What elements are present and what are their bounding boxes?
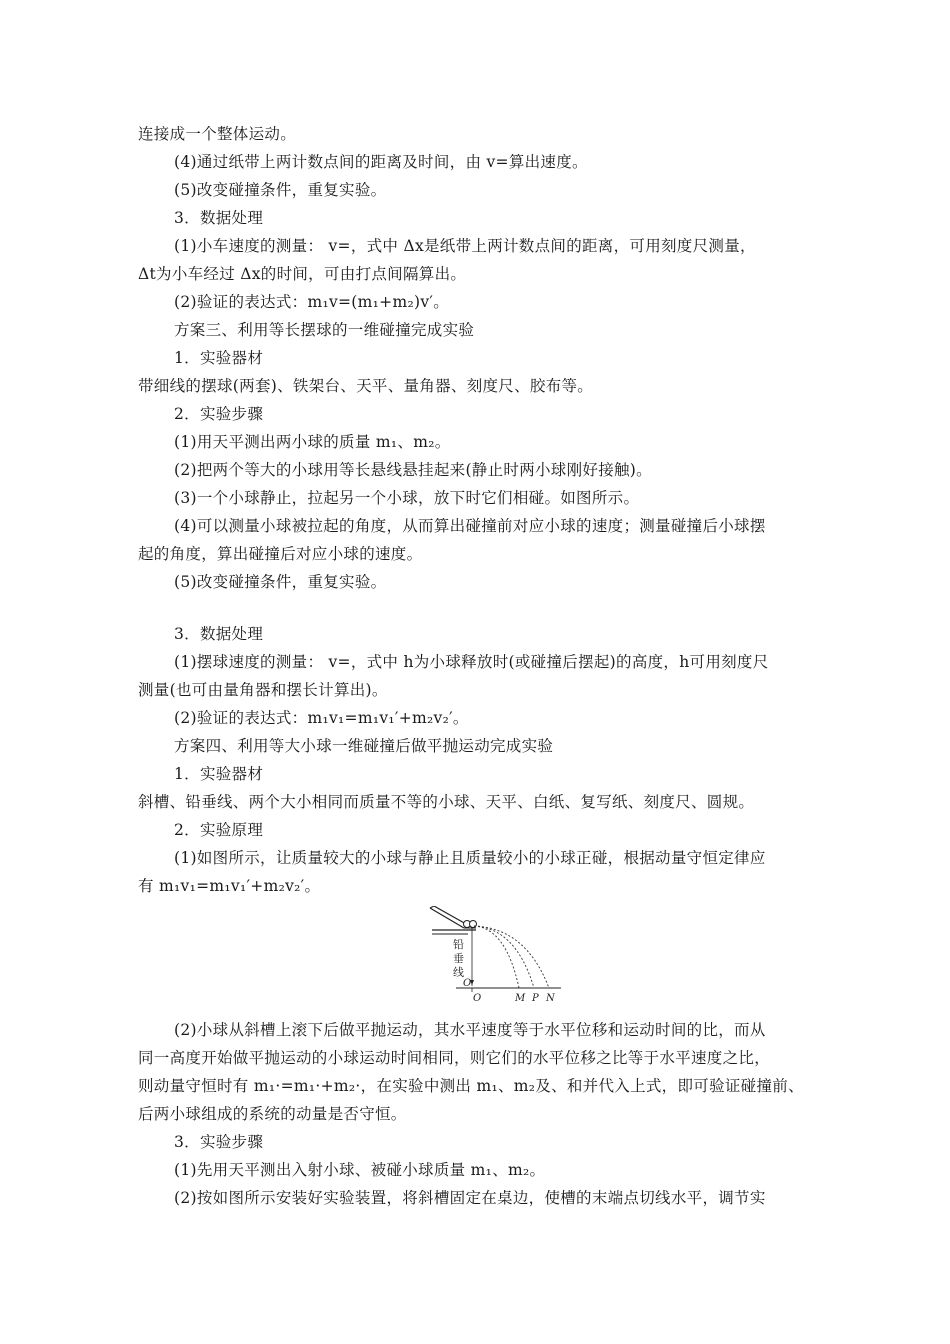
text-line: (1)用天平测出两小球的质量 m₁、m₂。: [174, 433, 451, 451]
text-line: (4)可以测量小球被拉起的角度，从而算出碰撞前对应小球的速度；测量碰撞后小球摆: [174, 517, 766, 535]
point-o-upper-label: O: [463, 978, 472, 989]
section-heading: 方案三、利用等长摆球的一维碰撞完成实验: [174, 321, 475, 339]
text-line: 斜槽、铅垂线、两个大小相同而质量不等的小球、天平、白纸、复写纸、刻度尺、圆规。: [138, 793, 755, 811]
section-heading: 3．数据处理: [174, 625, 264, 643]
text-line: 起的角度，算出碰撞后对应小球的速度。: [138, 545, 423, 563]
text-line: (1)先用天平测出入射小球、被碰小球质量 m₁、m₂。: [174, 1161, 546, 1179]
text-line: (2)验证的表达式：m₁v=(m₁+m₂)v′。: [174, 293, 449, 311]
section-heading: 3．实验步骤: [174, 1133, 264, 1151]
text-line: Δt为小车经过 Δx的时间，可由打点间隔算出。: [138, 265, 467, 283]
projectile-collision-figure: [428, 906, 563, 1002]
text-line: (1)小车速度的测量： v=，式中 Δx是纸带上两计数点间的距离，可用刻度尺测量，: [174, 237, 756, 255]
section-heading: 2．实验步骤: [174, 405, 264, 423]
text-line: (5)改变碰撞条件，重复实验。: [174, 181, 387, 199]
section-heading: 1．实验器材: [174, 349, 264, 367]
text-line: 测量(也可由量角器和摆长计算出)。: [138, 681, 388, 699]
point-m-label: M: [515, 993, 526, 1002]
text-line: 带细线的摆球(两套)、铁架台、天平、量角器、刻度尺、胶布等。: [138, 377, 594, 395]
text-line: 则动量守恒时有 m₁·=m₁·+m₂·，在实验中测出 m₁、m₂及、和并代入上式，即可验证碰撞前、: [138, 1077, 804, 1095]
point-o-label: O: [473, 993, 482, 1002]
section-heading: 2．实验原理: [174, 821, 264, 839]
section-heading: 方案四、利用等大小球一维碰撞后做平抛运动完成实验: [174, 737, 554, 755]
section-heading: 1．实验器材: [174, 765, 264, 783]
text-line: (2)小球从斜槽上滚下后做平抛运动，其水平速度等于水平位移和运动时间的比，而从: [174, 1021, 766, 1039]
text-line: (2)把两个等大的小球用等长悬线悬挂起来(静止时两小球刚好接触)。: [174, 461, 652, 479]
plumb-label-char: 垂: [453, 952, 464, 965]
projectile-collision-diagram: [428, 906, 563, 1002]
text-line: (4)通过纸带上两计数点间的距离及时间，由 v=算出速度。: [174, 153, 588, 171]
text-line: (1)摆球速度的测量： v=，式中 h为小球释放时(或碰撞后摆起)的高度，h可用刻度尺: [174, 653, 769, 671]
point-p-label: P: [532, 993, 539, 1002]
plumb-label-char: 铅: [453, 938, 464, 951]
text-line: (2)验证的表达式：m₁v₁=m₁v₁′+m₂v₂′。: [174, 709, 469, 727]
text-line: (1)如图所示，让质量较大的小球与静止且质量较小的小球正碰，根据动量守恒定律应: [174, 849, 766, 867]
point-n-label: N: [546, 993, 555, 1002]
text-line: 同一高度开始做平抛运动的小球运动时间相同，则它们的水平位移之比等于水平速度之比，: [138, 1049, 771, 1067]
section-heading: 3．数据处理: [174, 209, 264, 227]
text-line: 后两小球组成的系统的动量是否守恒。: [138, 1105, 407, 1123]
text-line: (2)按如图所示安装好实验装置，将斜槽固定在桌边，使槽的末端点切线水平，调节实: [174, 1189, 766, 1207]
text-line: (3)一个小球静止，拉起另一个小球，放下时它们相碰。如图所示。: [174, 489, 640, 507]
text-line: 连接成一个整体运动。: [138, 125, 297, 143]
text-line: 有 m₁v₁=m₁v₁′+m₂v₂′。: [138, 877, 321, 895]
text-line: (5)改变碰撞条件，重复实验。: [174, 573, 387, 591]
plumb-label-char: 线: [453, 966, 464, 979]
